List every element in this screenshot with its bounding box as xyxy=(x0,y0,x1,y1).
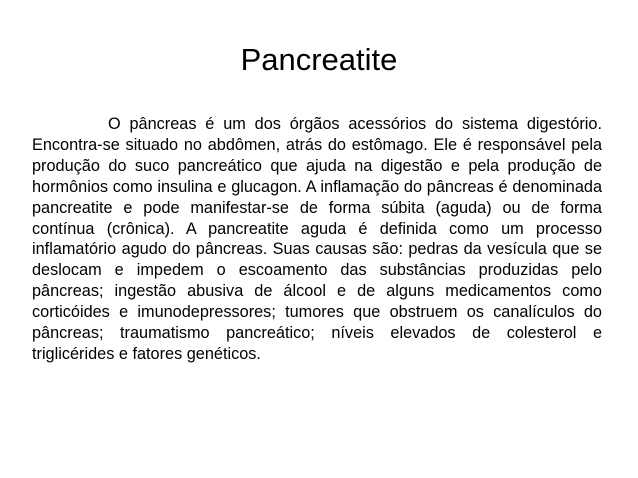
slide-body-text: O pâncreas é um dos órgãos acessórios do sistema digestório. Encontra-se situado no abdômen, atrás do estômago. Ele é responsável pela produção do suco pancreático que ajuda na digestão e pela produção de hormônios como insulina e glucagon. A inflamação do pâncreas é denominada pancreatite e pode manifestar-se de forma súbita (aguda) ou de forma contínua (crônica). A pancreatite aguda é definida como um processo inflamatório agudo do pâncreas. Suas causas são: pedras da vesícula que se deslocam e impedem o escoamento das substâncias produzidas pelo pâncreas; ingestão abusiva de álcool e de alguns medicamentos como corticóides e imunodepressores; tumores que obstruem os canalículos do pâncreas; traumatismo pancreático; níveis elevados de colesterol e triglicérides e fatores genéticos. xyxy=(32,115,602,363)
slide-title: Pancreatite xyxy=(240,42,398,77)
